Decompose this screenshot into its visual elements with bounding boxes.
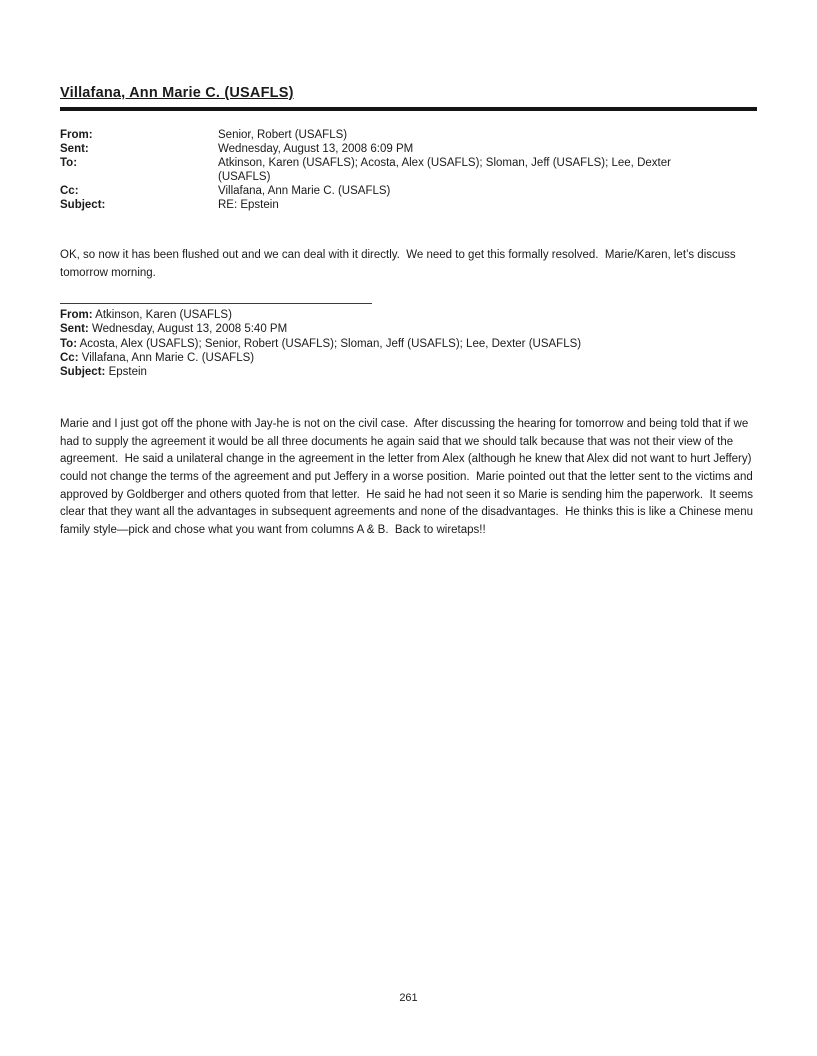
field-value: Senior, Robert (USAFLS) — [218, 129, 348, 141]
field-value: Wednesday, August 13, 2008 6:09 PM — [218, 143, 414, 155]
document-header — [60, 84, 757, 111]
email1-header-fields — [60, 128, 757, 212]
email2-header-fields — [60, 308, 757, 379]
field-value: Atkinson, Karen (USAFLS) — [95, 309, 232, 322]
field-line-to — [60, 337, 757, 351]
field-line-cc — [60, 351, 757, 365]
field-value: RE: Epstein — [218, 199, 279, 211]
field-label: Subject: — [60, 366, 106, 378]
field-value: Villafana, Ann Marie C. (USAFLS) — [218, 185, 391, 197]
field-line-from — [60, 308, 757, 322]
field-value: Epstein — [108, 366, 147, 378]
field-label: Cc: — [60, 185, 79, 197]
field-label: From: — [60, 309, 93, 322]
field-label: Subject: — [60, 199, 106, 211]
field-label: Sent: — [60, 143, 89, 155]
field-line-subject — [60, 365, 757, 379]
field-row-to — [60, 156, 757, 184]
email-separator-line — [60, 303, 372, 304]
field-row-from — [60, 128, 757, 142]
field-label: Sent: — [60, 323, 89, 336]
field-value: Acosta, Alex (USAFLS); Senior, Robert (USAFLS); Sloman, Jeff (USAFLS); Lee, Dexter (USAFLS) — [79, 337, 582, 350]
field-value: Villafana, Ann Marie C. (USAFLS) — [81, 351, 255, 364]
field-value: Wednesday, August 13, 2008 5:40 PM — [91, 323, 288, 336]
field-label: From: — [60, 129, 93, 141]
field-label: To: — [60, 157, 78, 169]
field-value: Atkinson, Karen (USAFLS); Acosta, Alex (USAFLS); Sloman, Jeff (USAFLS); Lee, Dexter (USAFLS) — [218, 157, 671, 183]
field-row-sent — [60, 142, 757, 156]
page-title: Villafana, Ann Marie C. (USAFLS) — [60, 85, 294, 101]
field-row-cc — [60, 184, 757, 198]
field-line-sent — [60, 322, 757, 336]
email2-body: Marie and I just got off the phone with Jay-he is not on the civil case. After discussing the hearing for tomorrow and being told that if we had to supply the agreement it would be all three documents he again said that we should talk because that was not their view of the agreement. He said a unilateral change in the agreement in the letter from Alex (although he knew that Alex did not want to hurt Jeffery) could not change the terms of the agreement and put Jeffery in a worse position. Marie pointed out that the letter sent to the victims and approved by Goldberger and others quoted from that letter. He said he had not seen it so Marie is sending him the paperwork. It seems clear that they want all the advantages in subsequent agreements and none of the disadvantages. He thinks this is like a Chinese menu family style—pick and chose what you want from columns A & B. Back to wiretaps!! — [60, 418, 757, 536]
email1-body: OK, so now it has been flushed out and we can deal with it directly. We need to get this formally resolved. Marie/Karen, let’s discuss tomorrow morning. — [60, 249, 739, 279]
field-label: Cc: — [60, 351, 79, 364]
field-row-subject — [60, 198, 757, 212]
field-label: To: — [60, 337, 78, 350]
page-number: 261 — [399, 992, 418, 1004]
